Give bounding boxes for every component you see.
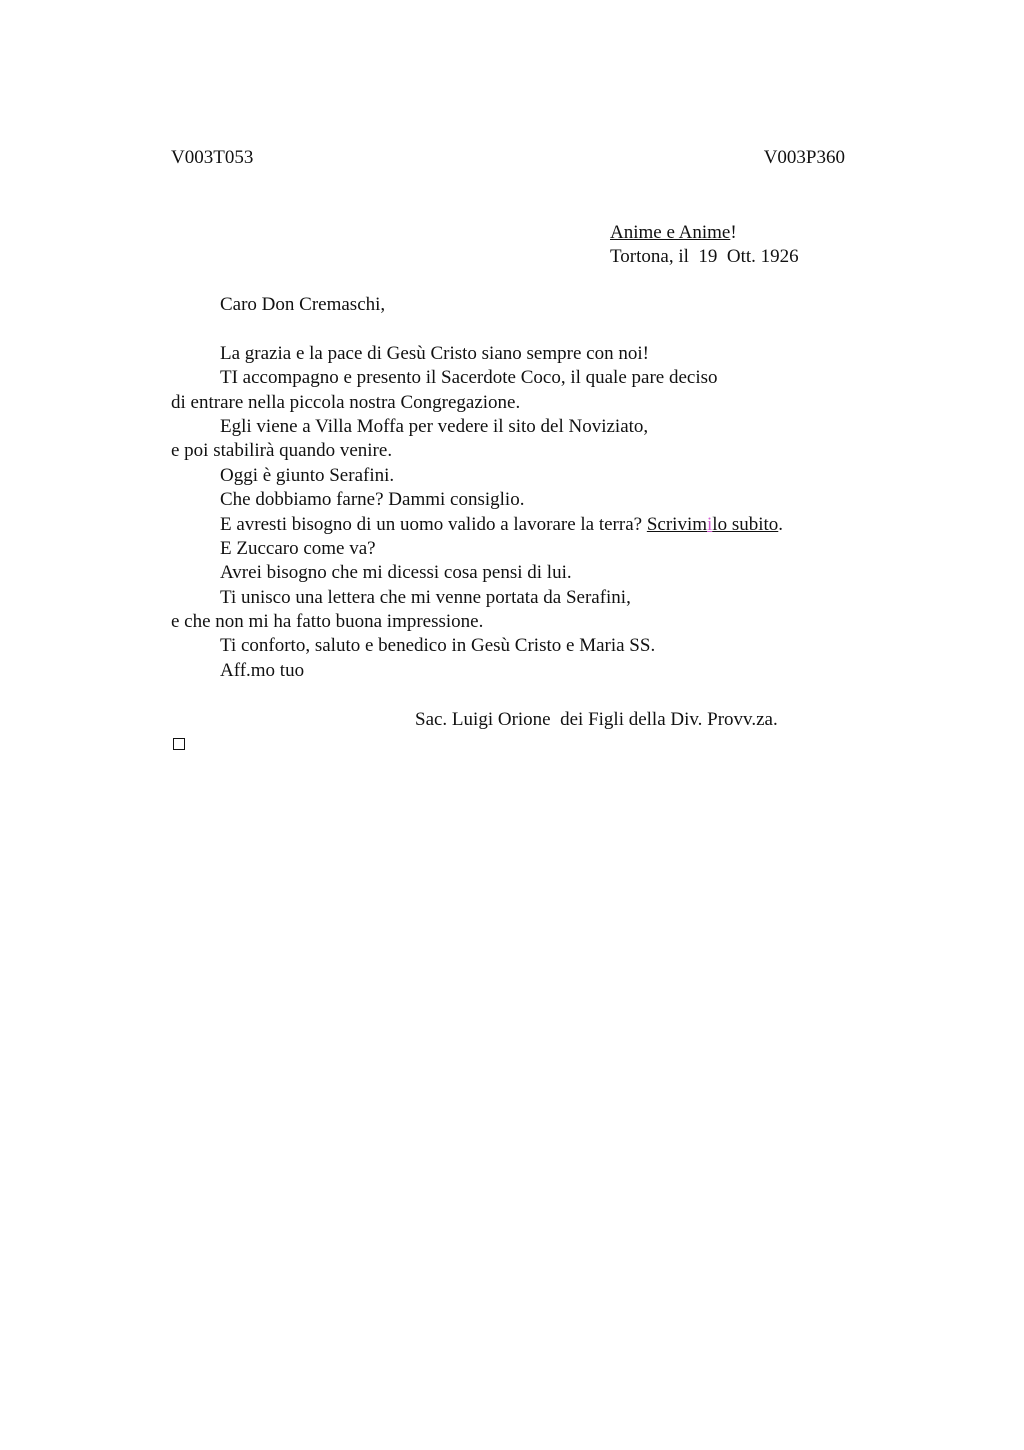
- letter-line: Egli viene a Villa Moffa per vedere il sito del Noviziato,: [220, 415, 649, 437]
- letter-line: La grazia e la pace di Gesù Cristo siano sempre con noi!: [220, 342, 649, 364]
- letter-line: TI accompagno e presento il Sacerdote Coco, il quale pare deciso: [220, 367, 718, 389]
- letter-line: Avrei bisogno che mi dicessi cosa pensi di lui.: [220, 562, 572, 584]
- underlined-word-part2: lo subito: [712, 513, 779, 535]
- signature: Sac. Luigi Orione dei Figli della Div. Provv.za.: [415, 709, 778, 730]
- letter-line: e poi stabilirà quando venire.: [171, 440, 393, 462]
- letter-line: E Zuccaro come va?: [220, 537, 376, 559]
- paragraph-gap: [171, 317, 851, 341]
- line-text: E avresti bisogno di un uomo valido a lavorare la terra?: [220, 513, 647, 535]
- letter-line: di entrare nella piccola nostra Congregazione.: [171, 391, 521, 413]
- line-suffix: .: [778, 513, 784, 535]
- motto: [610, 221, 799, 245]
- salutation: Caro Don Cremaschi,: [220, 294, 386, 315]
- highlighted-letter: i: [707, 513, 713, 535]
- motto-underlined: Anime e Anime: [610, 222, 731, 243]
- letter-line: Che dobbiamo farne? Dammi consiglio.: [220, 489, 525, 511]
- letter-body: [171, 293, 851, 683]
- document-code-right: V003P360: [763, 147, 845, 168]
- motto-suffix: !: [730, 222, 737, 243]
- letter-line: Ti unisco una lettera che mi venne portata da Serafini,: [220, 586, 631, 608]
- letter-line: Oggi è giunto Serafini.: [220, 464, 395, 486]
- closing: Aff.mo tuo: [220, 659, 305, 681]
- letter-line: Ti conforto, saluto e benedico in Gesù Cristo e Maria SS.: [220, 635, 656, 657]
- empty-square-icon: [173, 738, 185, 750]
- place-date: Tortona, il 19 Ott. 1926: [610, 246, 799, 267]
- letter-line: [171, 513, 851, 537]
- letter-heading: [610, 221, 799, 269]
- letter-line: e che non mi ha fatto buona impressione.: [171, 611, 484, 633]
- underlined-word-part1: Scrivim: [646, 513, 708, 535]
- document-code-left: V003T053: [171, 147, 254, 168]
